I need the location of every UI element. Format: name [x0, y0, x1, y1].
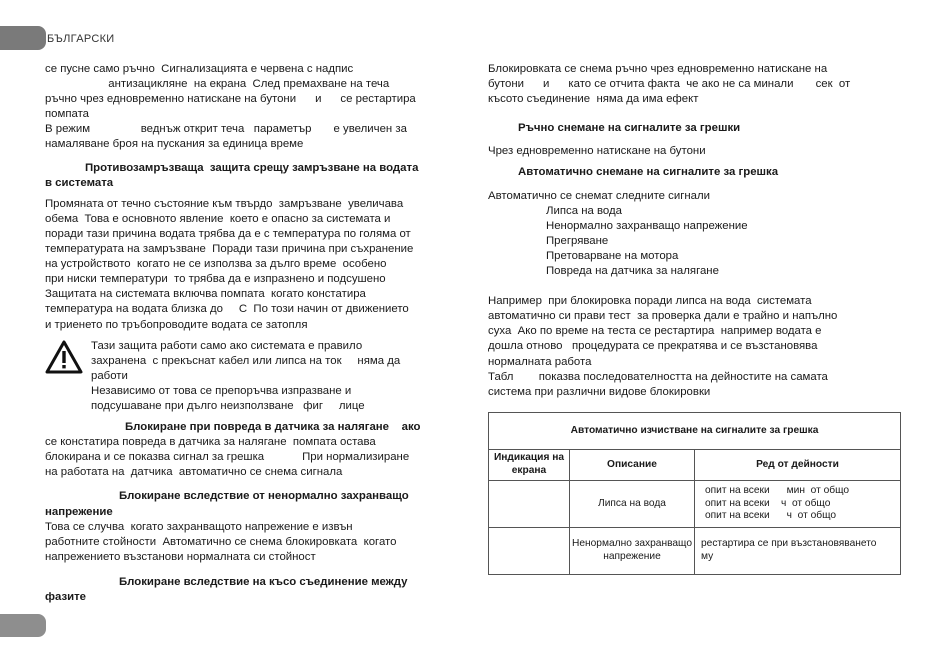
- right-column: [488, 62, 912, 575]
- short-circuit-heading: Блокиране вследствие на късо съединение между фазите: [45, 575, 408, 603]
- auto-reset-intro: Автоматично се снемат следните сигнали: [488, 189, 711, 202]
- language-tab: [0, 26, 46, 50]
- auto-reset-heading: Автоматично снемане на сигналите за грешка: [518, 166, 779, 179]
- text-line: се пусне само ръчно Сигнализацията е червена с надпис: [45, 63, 354, 75]
- voltage-fault-heading: Блокиране вследствие от ненормално захранващо напрежение: [45, 490, 409, 518]
- warning-box: [45, 339, 463, 414]
- text-line: се констатира повреда в датчика за налягане помпата остава: [45, 436, 376, 449]
- text-line: помпата: [45, 108, 90, 121]
- text-line: температура на водата близка до С По този начин от движението: [45, 303, 409, 316]
- table-cell-actions: рестартира се при възстановяването му: [695, 527, 901, 574]
- text-line: автоматично си прави тест за проверка дали е трайно и напълно: [488, 310, 838, 323]
- text-line: суха Ако по време на теста се рестартира например водата е: [488, 325, 822, 338]
- table-cell-description: Ненормално захранващо напрежение: [570, 527, 695, 574]
- table-header-description: Описание: [570, 449, 695, 480]
- left-column: [45, 62, 463, 605]
- manual-reset-text: Чрез едновременно натискане на бутони: [488, 145, 706, 158]
- text-line: намаляване броя на пускания за единица време: [45, 138, 304, 151]
- text-line: Табл показва последователността на дейностите на самата: [488, 370, 828, 383]
- text-line: антизациклянe на екрана След премахване на теча: [45, 78, 390, 91]
- example-paragraph: [488, 294, 912, 400]
- frost-protection-text: [45, 197, 463, 333]
- sensor-fault-text: [45, 435, 463, 480]
- frost-protection-heading: Противозамръзваща защита срещу замръзване на водата в системата: [45, 161, 419, 189]
- table-cell-indication: [489, 527, 570, 574]
- text-line: Това се случва когато захранващото напрежение е извън: [45, 520, 353, 533]
- text-line: Защитата на системата включва помпата когато констатира: [45, 288, 366, 301]
- text-line: Ненормално захранващо напрежение: [546, 219, 748, 232]
- text-line: работните стойности Автоматично се снема блокировката когато: [45, 535, 397, 548]
- text-line: нормалната работа: [488, 355, 592, 368]
- text-line: бутони и като се отчита факта че ако не са минали сек от: [488, 78, 851, 91]
- text-line: обема Това е основното явление което е опасно за системата и: [45, 212, 391, 225]
- text-line: температурата на замръзване Поради тази причина при съхранение: [45, 243, 414, 256]
- text-line: Блокировката се снема ръчно чрез едновременно натискане на: [488, 63, 828, 75]
- table-cell-description: Липса на вода: [570, 480, 695, 527]
- text-line: Промяната от течно състояние към твърдо замръзване увеличава: [45, 197, 404, 210]
- text-line: В режим веднъж открит теча параметър е увеличен за: [45, 123, 407, 136]
- sensor-fault-heading: Блокиране при повреда в датчика за налягане ако: [125, 421, 421, 434]
- text-line: на работата на датчика автоматично се снема сигнала: [45, 466, 343, 479]
- text-line: Тази защита работи само ако системата е правило: [91, 339, 363, 352]
- text-line: напрежението възстанови нормалната си стойност: [45, 550, 316, 563]
- table-row: [489, 527, 901, 574]
- table-cell-indication: [489, 480, 570, 527]
- text-line: Например при блокировка поради липса на вода системата: [488, 295, 812, 308]
- warning-triangle-icon: [45, 340, 83, 374]
- auto-reset-list: [488, 204, 912, 279]
- table-cell-actions: опит на всеки мин от общо опит на всеки ч от общо опит на всеки ч от общо: [695, 480, 901, 527]
- text-line: Претоварване на мотора: [546, 249, 679, 262]
- text-line: подсушаване при дълго неизползване фиг лице: [91, 399, 365, 412]
- text-line: късото съединение няма да има ефект: [488, 93, 699, 106]
- text-line: ръчно чрез едновременно натискане на бутони и се рестартира: [45, 93, 416, 106]
- table-row: [489, 480, 901, 527]
- text-line: поради тази причина водата трябва да е с температура по голяма от: [45, 227, 411, 240]
- text-line: Прегряване: [546, 234, 609, 247]
- auto-reset-table: [488, 412, 901, 575]
- table-header-indication: Индикация на екрана: [489, 449, 570, 480]
- text-line: Липса на вода: [546, 204, 622, 217]
- text-line: Независимо от това се препоръчва изпразване и: [91, 384, 352, 397]
- text-line: и триенето по тръбопроводите водата се затопля: [45, 318, 308, 331]
- text-line: Повреда на датчика за налягане: [546, 265, 719, 278]
- text-line: работи: [91, 369, 128, 382]
- manual-reset-heading: Ръчно снемане на сигналите за грешки: [518, 122, 741, 135]
- intro-paragraph: [45, 62, 463, 153]
- page-number-tab: [0, 614, 46, 637]
- text-line: система при различни видове блокировки: [488, 385, 711, 398]
- warning-text: [91, 339, 463, 414]
- text-line: захранена с прекъснат кабел или липса на ток няма да: [91, 354, 401, 367]
- text-line: на устройството когато не се използва за дълго време особено: [45, 258, 387, 271]
- table-header-actions: Ред от дейности: [695, 449, 901, 480]
- table-title: Автоматично изчистване на сигналите за грешка: [489, 412, 901, 449]
- voltage-fault-text: [45, 520, 463, 565]
- language-label: БЪЛГАРСКИ: [47, 33, 115, 45]
- text-line: блокирана и се показва сигнал за грешка При нормализиране: [45, 451, 410, 464]
- text-line: при ниски температури то трябва да е изпразнено и подсушено: [45, 273, 386, 286]
- text-line: дошла отново процедурата се прекратява и се възстановява: [488, 340, 818, 353]
- short-circuit-text: [488, 62, 912, 107]
